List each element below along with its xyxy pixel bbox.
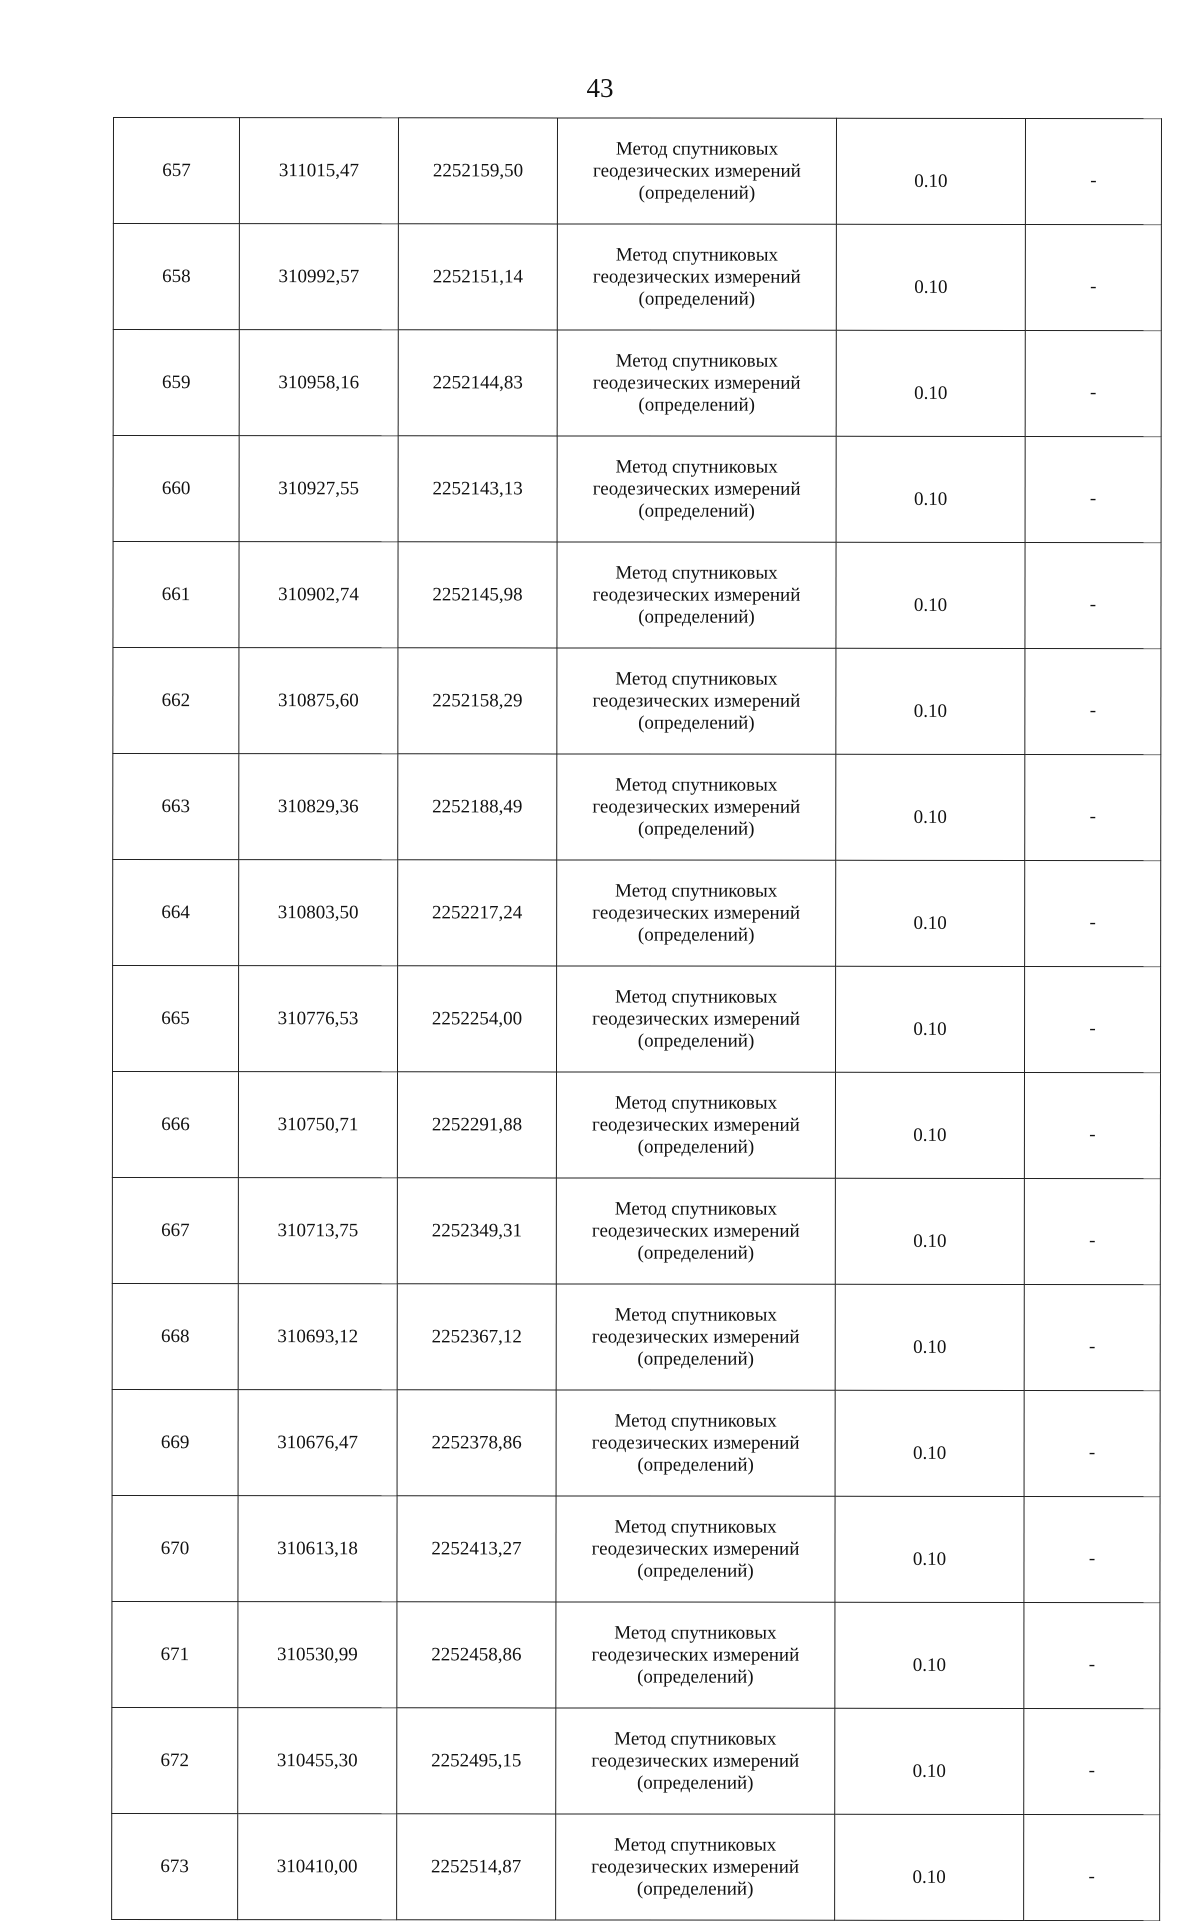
accuracy-cell: 0.10 bbox=[836, 754, 1025, 860]
method-line-1: Метод спутниковых bbox=[614, 1304, 777, 1326]
note-cell: - bbox=[1025, 860, 1161, 966]
x-coordinate-cell: 310410,00 bbox=[238, 1814, 397, 1920]
method-cell bbox=[556, 1390, 835, 1496]
method-line-3: (определений) bbox=[638, 288, 756, 310]
table-row bbox=[113, 224, 1161, 331]
method-line-1: Метод спутниковых bbox=[614, 1516, 777, 1538]
note-cell: - bbox=[1024, 1178, 1160, 1284]
method-line-3: (определений) bbox=[637, 1666, 754, 1688]
y-coordinate-cell: 2252458,86 bbox=[397, 1602, 556, 1708]
method-line-2: геодезических измерений bbox=[591, 1750, 800, 1772]
method-line-2: геодезических измерений bbox=[592, 584, 801, 606]
method-line-3: (определений) bbox=[637, 1030, 755, 1052]
method-line-3: (определений) bbox=[637, 1454, 754, 1476]
point-number-cell: 664 bbox=[113, 860, 239, 966]
method-line-2: геодезических измерений bbox=[591, 1538, 800, 1560]
method-line-3: (определений) bbox=[636, 1878, 754, 1900]
method-cell bbox=[556, 1072, 835, 1178]
x-coordinate-cell: 310693,12 bbox=[238, 1284, 397, 1390]
accuracy-cell: 0.10 bbox=[836, 436, 1025, 542]
table-row bbox=[112, 1283, 1160, 1390]
table-row bbox=[112, 1495, 1160, 1602]
method-cell bbox=[557, 966, 836, 1072]
method-line-2: геодезических измерений bbox=[592, 478, 801, 500]
table-row bbox=[113, 648, 1161, 755]
method-line-2: геодезических измерений bbox=[592, 1008, 800, 1030]
y-coordinate-cell: 2252143,13 bbox=[398, 436, 557, 542]
y-coordinate-cell: 2252514,87 bbox=[397, 1814, 556, 1920]
method-line-1: Метод спутниковых bbox=[615, 456, 778, 478]
method-line-1: Метод спутниковых bbox=[615, 350, 778, 372]
y-coordinate-cell: 2252254,00 bbox=[398, 966, 557, 1072]
method-line-3: (определений) bbox=[636, 1772, 754, 1794]
note-cell: - bbox=[1024, 1708, 1160, 1814]
point-number-cell: 660 bbox=[113, 436, 239, 542]
method-cell bbox=[556, 1814, 835, 1920]
accuracy-cell: 0.10 bbox=[836, 860, 1025, 966]
method-cell bbox=[557, 754, 836, 860]
note-cell: - bbox=[1025, 118, 1161, 224]
method-line-2: геодезических измерений bbox=[591, 1432, 800, 1454]
coordinates-table-body bbox=[112, 118, 1162, 1921]
point-number-cell: 672 bbox=[112, 1707, 238, 1813]
table-row bbox=[113, 754, 1161, 861]
table-row bbox=[113, 436, 1161, 543]
method-line-1: Метод спутниковых bbox=[615, 138, 779, 160]
y-coordinate-cell: 2252144,83 bbox=[398, 330, 557, 436]
point-number-cell: 659 bbox=[113, 330, 239, 436]
x-coordinate-cell: 310530,99 bbox=[238, 1602, 397, 1708]
note-cell: - bbox=[1024, 1496, 1160, 1602]
note-cell: - bbox=[1025, 966, 1161, 1072]
point-number-cell: 670 bbox=[112, 1495, 238, 1601]
method-line-2: геодезических измерений bbox=[591, 1220, 800, 1242]
method-line-2: геодезических измерений bbox=[592, 902, 801, 924]
y-coordinate-cell: 2252495,15 bbox=[397, 1708, 556, 1814]
accuracy-cell: 0.10 bbox=[835, 1708, 1024, 1814]
method-cell bbox=[557, 330, 836, 436]
point-number-cell: 665 bbox=[113, 966, 239, 1072]
accuracy-cell: 0.10 bbox=[836, 118, 1025, 224]
table-row bbox=[112, 1072, 1160, 1179]
accuracy-cell: 0.10 bbox=[835, 1496, 1024, 1602]
x-coordinate-cell: 310750,71 bbox=[238, 1072, 397, 1178]
y-coordinate-cell: 2252217,24 bbox=[398, 860, 557, 966]
note-cell: - bbox=[1025, 648, 1161, 754]
method-line-1: Метод спутниковых bbox=[614, 1410, 777, 1432]
table-row bbox=[112, 1178, 1160, 1285]
method-line-3: (определений) bbox=[637, 1560, 754, 1582]
coordinates-table bbox=[111, 117, 1162, 1921]
y-coordinate-cell: 2252291,88 bbox=[397, 1072, 556, 1178]
method-line-1: Метод спутниковых bbox=[614, 1728, 777, 1750]
x-coordinate-cell: 310992,57 bbox=[239, 224, 398, 330]
y-coordinate-cell: 2252349,31 bbox=[397, 1178, 556, 1284]
table-row bbox=[113, 542, 1161, 649]
method-cell bbox=[557, 436, 836, 542]
method-cell bbox=[556, 1602, 835, 1708]
x-coordinate-cell: 310776,53 bbox=[239, 966, 398, 1072]
note-cell: - bbox=[1025, 436, 1161, 542]
method-line-1: Метод спутниковых bbox=[615, 880, 778, 902]
note-cell: - bbox=[1025, 542, 1161, 648]
method-line-3: (определений) bbox=[638, 712, 755, 734]
accuracy-cell: 0.10 bbox=[835, 1072, 1024, 1178]
point-number-cell: 657 bbox=[113, 118, 239, 224]
accuracy-cell: 0.10 bbox=[836, 224, 1025, 330]
accuracy-cell: 0.10 bbox=[836, 542, 1025, 648]
method-line-1: Метод спутниковых bbox=[614, 1092, 778, 1114]
method-line-3: (определений) bbox=[637, 1348, 754, 1370]
point-number-cell: 666 bbox=[112, 1072, 238, 1178]
x-coordinate-cell: 310829,36 bbox=[239, 754, 398, 860]
point-number-cell: 661 bbox=[113, 542, 239, 648]
table-row bbox=[112, 1601, 1160, 1708]
method-cell bbox=[557, 648, 836, 754]
x-coordinate-cell: 310875,60 bbox=[239, 648, 398, 754]
note-cell: - bbox=[1024, 1284, 1160, 1390]
method-line-1: Метод спутниковых bbox=[615, 668, 778, 690]
table-row bbox=[113, 860, 1161, 967]
method-line-1: Метод спутниковых bbox=[614, 1834, 777, 1856]
accuracy-cell: 0.10 bbox=[835, 1178, 1024, 1284]
accuracy-cell: 0.10 bbox=[835, 1390, 1024, 1496]
method-line-1: Метод спутниковых bbox=[615, 562, 778, 584]
y-coordinate-cell: 2252158,29 bbox=[398, 648, 557, 754]
y-coordinate-cell: 2252378,86 bbox=[397, 1390, 556, 1496]
table-row bbox=[113, 966, 1161, 1073]
y-coordinate-cell: 2252188,49 bbox=[398, 754, 557, 860]
note-cell: - bbox=[1025, 224, 1161, 330]
note-cell: - bbox=[1025, 754, 1161, 860]
point-number-cell: 667 bbox=[112, 1178, 238, 1284]
table-row bbox=[113, 118, 1161, 225]
method-line-3: (определений) bbox=[637, 924, 755, 946]
method-line-3: (определений) bbox=[638, 606, 755, 628]
y-coordinate-cell: 2252413,27 bbox=[397, 1496, 556, 1602]
point-number-cell: 668 bbox=[112, 1283, 238, 1389]
method-line-2: геодезических измерений bbox=[592, 372, 801, 394]
y-coordinate-cell: 2252151,14 bbox=[398, 224, 557, 330]
y-coordinate-cell: 2252145,98 bbox=[398, 542, 557, 648]
method-line-1: Метод спутниковых bbox=[614, 1622, 777, 1644]
method-line-2: геодезических измерений bbox=[593, 160, 801, 182]
note-cell: - bbox=[1025, 330, 1161, 436]
accuracy-cell: 0.10 bbox=[836, 648, 1025, 754]
x-coordinate-cell: 310927,55 bbox=[239, 436, 398, 542]
x-coordinate-cell: 310713,75 bbox=[238, 1178, 397, 1284]
method-cell bbox=[556, 1708, 835, 1814]
x-coordinate-cell: 310455,30 bbox=[238, 1708, 397, 1814]
point-number-cell: 658 bbox=[113, 224, 239, 330]
point-number-cell: 673 bbox=[112, 1813, 238, 1919]
x-coordinate-cell: 310613,18 bbox=[238, 1496, 397, 1602]
method-line-2: геодезических измерений bbox=[592, 690, 801, 712]
method-cell bbox=[557, 542, 836, 648]
table-row bbox=[112, 1813, 1160, 1920]
x-coordinate-cell: 310902,74 bbox=[239, 542, 398, 648]
page-number: 43 bbox=[586, 73, 614, 103]
method-line-3: (определений) bbox=[637, 1242, 755, 1264]
accuracy-cell: 0.10 bbox=[835, 1284, 1024, 1390]
method-line-2: геодезических измерений bbox=[591, 1856, 800, 1878]
point-number-cell: 662 bbox=[113, 648, 239, 754]
table-row bbox=[113, 330, 1161, 437]
method-line-3: (определений) bbox=[637, 1136, 755, 1158]
x-coordinate-cell: 310958,16 bbox=[239, 330, 398, 436]
method-line-3: (определений) bbox=[638, 500, 755, 522]
method-cell bbox=[556, 1178, 835, 1284]
method-line-1: Метод спутниковых bbox=[614, 1198, 777, 1220]
table-row bbox=[112, 1389, 1160, 1496]
accuracy-cell: 0.10 bbox=[835, 1602, 1024, 1708]
note-cell: - bbox=[1024, 1072, 1160, 1178]
note-cell: - bbox=[1024, 1390, 1160, 1496]
method-cell bbox=[557, 224, 836, 330]
point-number-cell: 669 bbox=[112, 1389, 238, 1495]
method-cell bbox=[556, 1284, 835, 1390]
note-cell: - bbox=[1024, 1814, 1160, 1920]
method-line-3: (определений) bbox=[638, 394, 755, 416]
method-cell bbox=[556, 1496, 835, 1602]
accuracy-cell: 0.10 bbox=[836, 966, 1025, 1072]
table-row bbox=[112, 1707, 1160, 1814]
method-line-2: геодезических измерений bbox=[591, 1326, 800, 1348]
coordinates-table-wrapper bbox=[111, 117, 1161, 1921]
method-cell bbox=[557, 118, 836, 224]
method-line-3: (определений) bbox=[638, 182, 756, 204]
y-coordinate-cell: 2252367,12 bbox=[397, 1284, 556, 1390]
point-number-cell: 671 bbox=[112, 1601, 238, 1707]
method-line-2: геодезических измерений bbox=[592, 266, 801, 288]
x-coordinate-cell: 310676,47 bbox=[238, 1390, 397, 1496]
note-cell: - bbox=[1024, 1602, 1160, 1708]
method-cell bbox=[557, 860, 836, 966]
method-line-3: (определений) bbox=[637, 818, 755, 840]
x-coordinate-cell: 311015,47 bbox=[239, 118, 398, 224]
method-line-2: геодезических измерений bbox=[591, 1644, 800, 1666]
method-line-2: геодезических измерений bbox=[592, 1114, 800, 1136]
point-number-cell: 663 bbox=[113, 754, 239, 860]
method-line-2: геодезических измерений bbox=[592, 796, 801, 818]
method-line-1: Метод спутниковых bbox=[615, 244, 778, 266]
accuracy-cell: 0.10 bbox=[835, 1814, 1024, 1920]
x-coordinate-cell: 310803,50 bbox=[239, 860, 398, 966]
method-line-1: Метод спутниковых bbox=[615, 774, 778, 796]
method-line-1: Метод спутниковых bbox=[614, 986, 778, 1008]
y-coordinate-cell: 2252159,50 bbox=[398, 118, 557, 224]
accuracy-cell: 0.10 bbox=[836, 330, 1025, 436]
